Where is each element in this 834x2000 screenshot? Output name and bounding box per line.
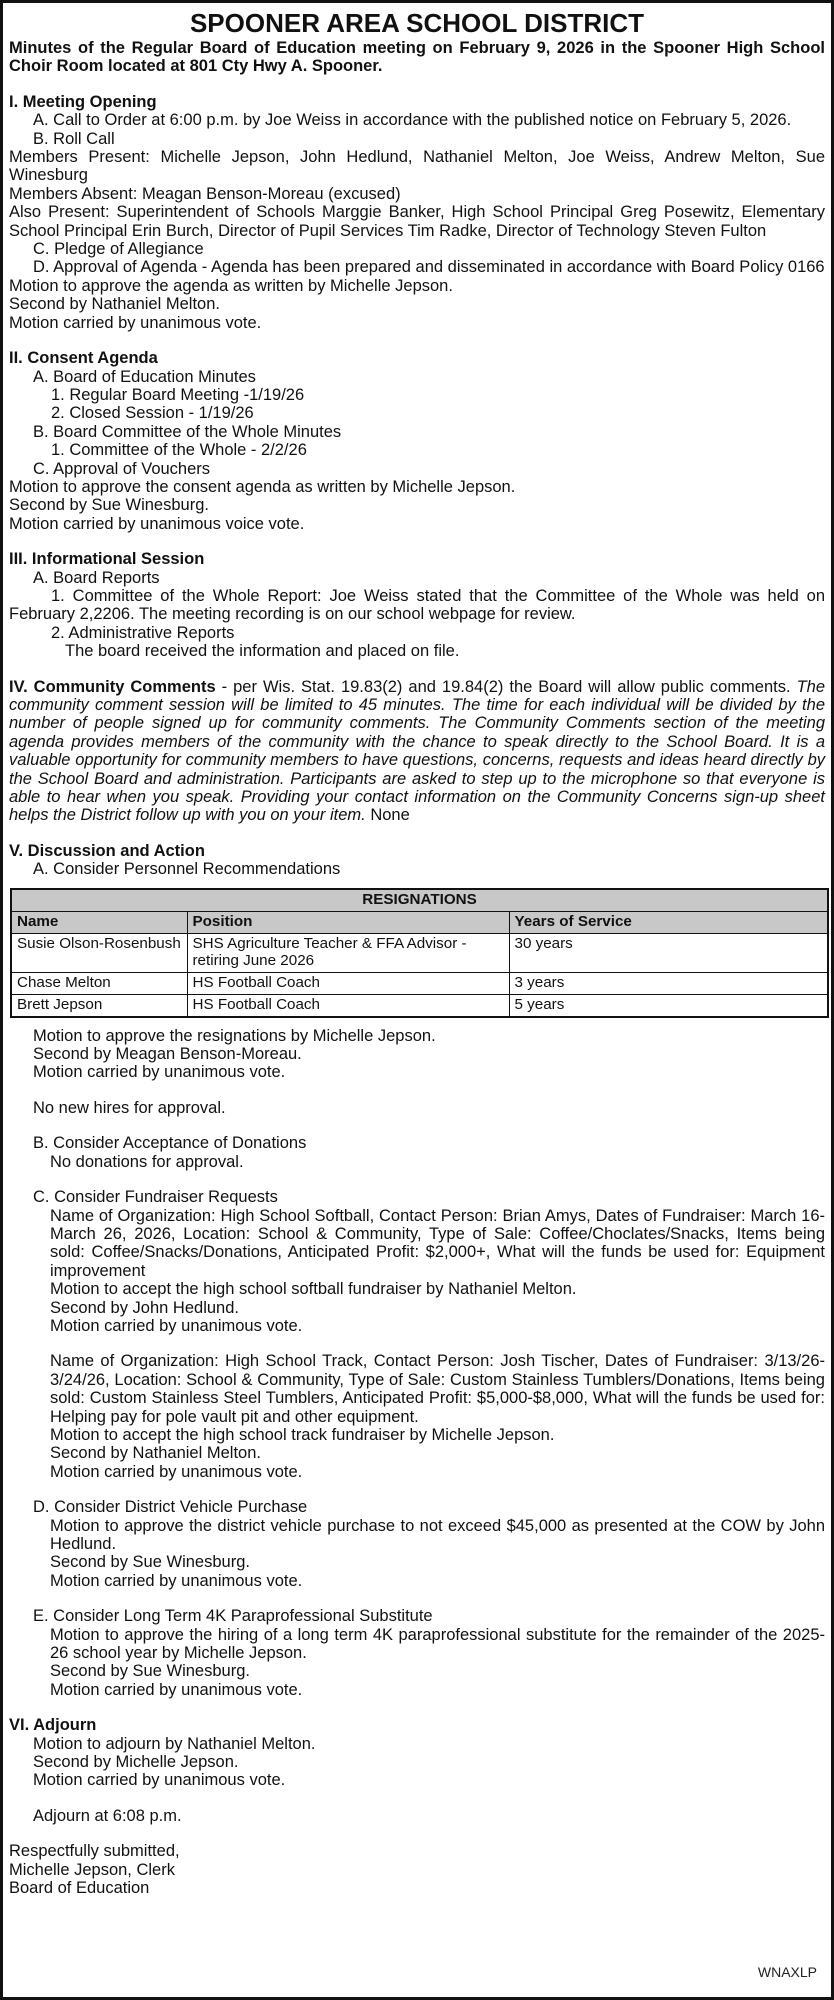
legal-code: WNAXLP	[757, 1963, 817, 1980]
doc-paragraph: C. Approval of Vouchers	[33, 459, 211, 478]
column-header: Years of Service	[509, 911, 828, 933]
table-cell: 3 years	[509, 972, 828, 994]
doc-paragraph: A. Consider Personnel Recommendations	[33, 860, 341, 879]
doc-paragraph: Motion to adjourn by Nathaniel Melton.	[33, 1734, 316, 1753]
doc-paragraph: Adjourn at 6:08 p.m.	[33, 1806, 182, 1825]
spacer	[9, 332, 825, 349]
text-run: The community comment session will be limited to 45 minutes. The time for each individual will be divided by the number of people signed up for community comments. The Community Comments section of the meeting agenda provides members of the community with the chance to speak directly to the School Board. It is a valuable opportunity for community members to have questions, concerns, requests and ideas heard directly by the School Board and administration. Participants are asked to step up to the microphone so that everyone is able to hear when you speak. Providing your contact information on the Community Concerns sign-up sheet helps the District follow up with you on your item.	[9, 677, 826, 825]
doc-paragraph: Second by Sue Winesburg.	[50, 1553, 250, 1572]
spacer	[9, 1117, 825, 1134]
doc-paragraph: B. Consider Acceptance of Donations	[33, 1134, 307, 1153]
doc-paragraph: Motion to approve the district vehicle purchase to not exceed $45,000 as presented at the COW by John Hedlund.	[50, 1516, 825, 1553]
spacer	[9, 76, 825, 93]
doc-paragraph: No new hires for approval.	[33, 1098, 226, 1117]
doc-paragraph: Motion carried by unanimous vote.	[33, 1063, 286, 1082]
spacer	[9, 661, 825, 678]
doc-paragraph: B. Board Committee of the Whole Minutes	[33, 422, 342, 441]
notice-title: SPOONER AREA SCHOOL DISTRICT	[189, 8, 645, 38]
doc-paragraph: Second by Nathaniel Melton.	[9, 295, 220, 314]
doc-paragraph: Name of Organization: High School Track, Contact Person: Josh Tischer, Dates of Fundraiser: 3/13/26-3/24/26, Location: School & Community, Type of Sale: Custom Stainless Tumblers/Donations, Items being sold: Custom Stainless Steel Tumblers, Anticipated Profit: $5,000-$8,000, What will the funds be used for: Helping pay for pole vault pit and other equipment.	[50, 1352, 825, 1426]
table-cell: Chase Melton	[11, 972, 187, 994]
doc-paragraph: Second by Sue Winesburg.	[50, 1662, 250, 1681]
doc-paragraph: Respectfully submitted,	[9, 1842, 180, 1861]
column-header: Position	[187, 911, 509, 933]
table-cell: HS Football Coach	[187, 972, 509, 994]
text-run: None	[365, 806, 410, 825]
doc-paragraph: Michelle Jepson, Clerk	[9, 1860, 175, 1879]
resignations-table	[10, 888, 829, 1018]
doc-paragraph: Motion carried by unanimous vote.	[33, 1771, 286, 1790]
doc-paragraph: A. Call to Order at 6:00 p.m. by Joe Weiss in accordance with the published notice on February 5, 2026.	[33, 111, 792, 130]
text-run: - per Wis. Stat. 19.83(2) and 19.84(2) the Board will allow public comments.	[215, 677, 797, 696]
section-heading: VI. Adjourn	[9, 1716, 97, 1735]
doc-paragraph: D. Approval of Agenda - Agenda has been prepared and disseminated in accordance with Board Policy 0166	[33, 258, 825, 277]
doc-paragraph: Motion carried by unanimous vote.	[50, 1571, 303, 1590]
doc-paragraph: A. Board of Education Minutes	[33, 367, 256, 386]
section-heading: I. Meeting Opening	[9, 92, 157, 111]
spacer	[9, 825, 825, 842]
table-header-row	[11, 911, 828, 933]
spacer	[9, 1790, 825, 1807]
doc-paragraph: C. Pledge of Allegiance	[33, 240, 204, 259]
doc-paragraph: Motion carried by unanimous voice vote.	[9, 514, 305, 533]
doc-paragraph: A. Board Reports	[33, 568, 160, 587]
doc-paragraph: 2. Closed Session - 1/19/26	[51, 404, 254, 423]
doc-paragraph	[9, 678, 825, 825]
spacer	[9, 1335, 825, 1352]
doc-paragraph: Second by Meagan Benson-Moreau.	[33, 1045, 302, 1064]
spacer	[9, 879, 825, 888]
section-heading: II. Consent Agenda	[9, 349, 158, 368]
doc-paragraph: The board received the information and placed on file.	[65, 642, 460, 661]
notice-body	[9, 39, 825, 1898]
doc-paragraph: Second by Sue Winesburg.	[9, 496, 209, 515]
doc-paragraph: Minutes of the Regular Board of Education meeting on February 9, 2026 in the Spooner High School Choir Room located at 801 Cty Hwy A. Spooner.	[9, 39, 825, 76]
doc-paragraph: Second by John Hedlund.	[50, 1298, 239, 1317]
doc-paragraph: Motion to approve the agenda as written by Michelle Jepson.	[9, 276, 453, 295]
spacer	[9, 533, 825, 550]
table-cell: 5 years	[509, 994, 828, 1017]
doc-paragraph: Motion to approve the resignations by Michelle Jepson.	[33, 1026, 436, 1045]
doc-paragraph: No donations for approval.	[50, 1152, 244, 1171]
table-caption: RESIGNATIONS	[11, 889, 828, 912]
spacer	[9, 1171, 825, 1188]
table-row	[11, 933, 828, 972]
doc-paragraph: E. Consider Long Term 4K Paraprofessional Substitute	[33, 1607, 433, 1626]
spacer	[9, 1590, 825, 1607]
doc-paragraph: Motion carried by unanimous vote.	[9, 313, 262, 332]
table-row	[11, 972, 828, 994]
table-caption-row	[11, 889, 828, 912]
doc-paragraph: Motion carried by unanimous vote.	[50, 1680, 303, 1699]
column-header: Name	[11, 911, 187, 933]
doc-paragraph: 1. Regular Board Meeting -1/19/26	[51, 385, 305, 404]
doc-paragraph: Motion to accept the high school softball fundraiser by Nathaniel Melton.	[50, 1280, 577, 1299]
table-cell: Susie Olson-Rosenbush	[11, 933, 187, 972]
spacer	[9, 1481, 825, 1498]
doc-paragraph: Motion carried by unanimous vote.	[50, 1462, 303, 1481]
section-heading: V. Discussion and Action	[9, 841, 205, 860]
doc-paragraph: 1. Committee of the Whole - 2/2/26	[51, 441, 307, 460]
doc-paragraph: Members Present: Michelle Jepson, John Hedlund, Nathaniel Melton, Joe Weiss, Andrew Melton, Sue Winesburg	[9, 148, 825, 185]
doc-paragraph: Second by Nathaniel Melton.	[50, 1444, 261, 1463]
doc-paragraph: Motion to approve the hiring of a long term 4K paraprofessional substitute for the remainder of the 2025-26 school year by Michelle Jepson.	[50, 1625, 825, 1663]
section-heading: III. Informational Session	[9, 550, 205, 569]
doc-paragraph: B. Roll Call	[33, 129, 115, 148]
doc-paragraph: 2. Administrative Reports	[51, 623, 235, 642]
table-cell: HS Football Coach	[187, 994, 509, 1017]
table-cell: SHS Agriculture Teacher & FFA Advisor - retiring June 2026	[187, 933, 509, 972]
doc-paragraph: Motion to approve the consent agenda as written by Michelle Jepson.	[9, 477, 516, 496]
doc-paragraph: Second by Michelle Jepson.	[33, 1753, 239, 1772]
table-cell: 30 years	[509, 933, 828, 972]
doc-paragraph: Motion carried by unanimous vote.	[50, 1316, 303, 1335]
doc-paragraph: 1. Committee of the Whole Report: Joe Weiss stated that the Committee of the Whole was held on February 2,2206. The meeting recording is on our school webpage for review.	[9, 586, 825, 624]
spacer	[9, 1825, 825, 1842]
doc-paragraph: Members Absent: Meagan Benson-Moreau (excused)	[9, 184, 401, 203]
text-run: IV. Community Comments	[9, 677, 216, 696]
spacer	[9, 1699, 825, 1716]
doc-paragraph: Motion to accept the high school track fundraiser by Michelle Jepson.	[50, 1425, 555, 1444]
table-cell: Brett Jepson	[11, 994, 187, 1017]
doc-paragraph: C. Consider Fundraiser Requests	[33, 1188, 278, 1207]
doc-paragraph: Also Present: Superintendent of Schools Marggie Banker, High School Principal Greg Posewitz, Elementary School Principal Erin Burch, Director of Pupil Services Tim Radke, Director of Technology Steven Fulton	[9, 203, 825, 240]
spacer	[9, 1082, 825, 1099]
table-row	[11, 994, 828, 1017]
doc-paragraph: Name of Organization: High School Softball, Contact Person: Brian Amys, Dates of Fundraiser: March 16-March 26, 2026, Location: School & Community, Type of Sale: Coffee/Choclates/Snacks, Items being sold: Coffee/Snacks/Donations, Anticipated Profit: $2,000+, What will the funds be used for: Equipment improvement	[50, 1206, 825, 1280]
doc-paragraph: D. Consider District Vehicle Purchase	[33, 1498, 308, 1517]
doc-paragraph: Board of Education	[9, 1879, 150, 1898]
spacer	[9, 1018, 825, 1027]
